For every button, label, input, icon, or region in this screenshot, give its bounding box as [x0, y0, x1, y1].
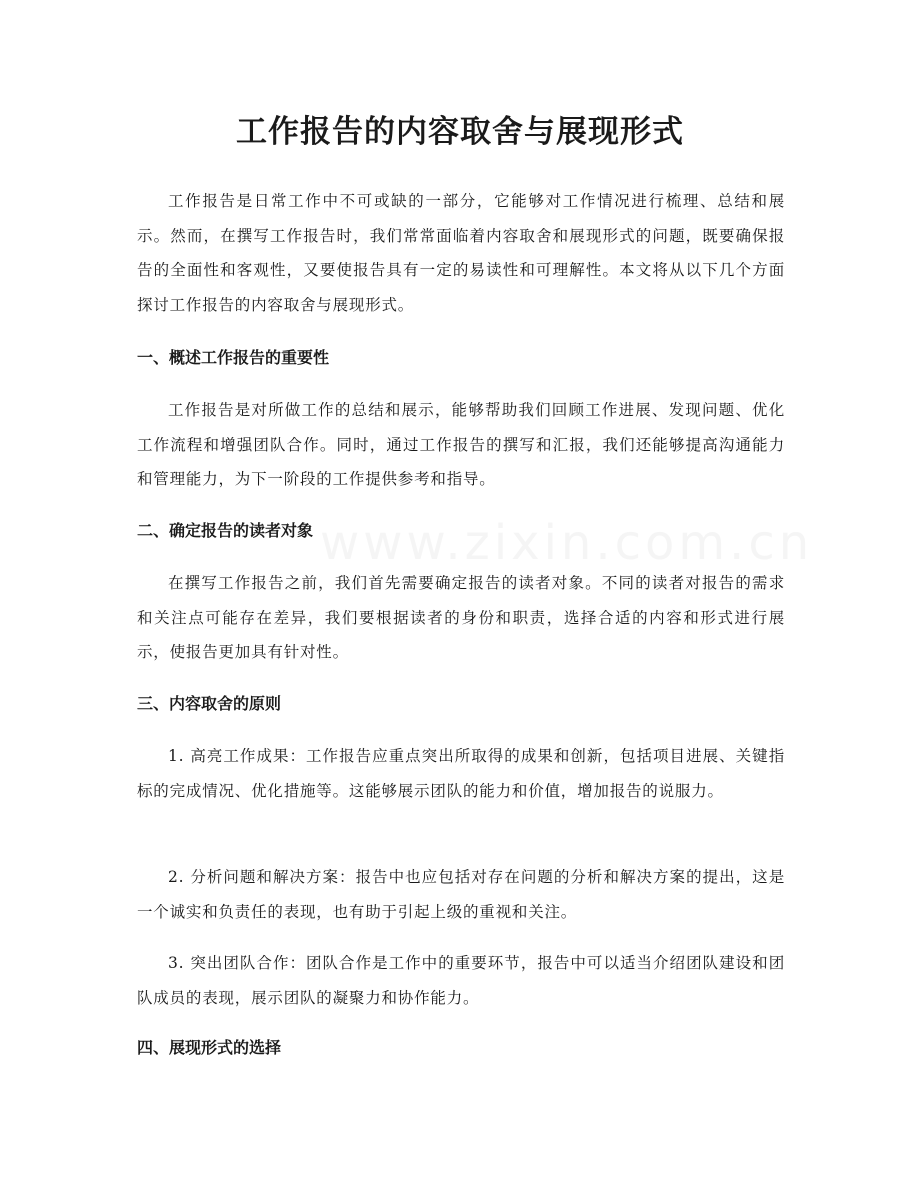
section-4-heading: 四、展现形式的选择: [137, 1038, 282, 1057]
document-title: 工作报告的内容取舍与展现形式: [236, 114, 684, 150]
section-2-heading: 二、确定报告的读者对象: [137, 521, 314, 540]
section-3-item-1: 1. 高亮工作成果：工作报告应重点突出所取得的成果和创新，包括项目进展、关键指标的完成情况、优化措施等。这能够展示团队的能力和价值，增加报告的说服力。: [137, 747, 785, 800]
watermark: www.zixin.com.cn: [320, 515, 814, 571]
section-1-paragraph: 工作报告是对所做工作的总结和展示，能够帮助我们回顾工作进展、发现问题、优化工作流程和增强团队合作。同时，通过工作报告的撰写和汇报，我们还能够提高沟通能力和管理能力，为下一阶段的工作提供参考和指导。: [137, 401, 785, 488]
section-3-heading: 三、内容取舍的原则: [137, 694, 282, 713]
section-2-paragraph: 在撰写工作报告之前，我们首先需要确定报告的读者对象。不同的读者对报告的需求和关注点可能存在差异，我们要根据读者的身份和职责，选择合适的内容和形式进行展示，使报告更加具有针对性。: [137, 574, 785, 661]
section-3-item-3: 3. 突出团队合作：团队合作是工作中的重要环节，报告中可以适当介绍团队建设和团队成员的表现，展示团队的凝聚力和协作能力。: [137, 954, 785, 1007]
section-3-item-2: 2. 分析问题和解决方案：报告中也应包括对存在问题的分析和解决方案的提出，这是一个诚实和负责任的表现，也有助于引起上级的重视和关注。: [137, 868, 785, 921]
section-1-heading: 一、概述工作报告的重要性: [137, 348, 330, 367]
intro-paragraph: 工作报告是日常工作中不可或缺的一部分，它能够对工作情况进行梳理、总结和展示。然而，在撰写工作报告时，我们常常面临着内容取舍和展现形式的问题，既要确保报告的全面性和客观性，又要使报告具有一定的易读性和可理解性。本文将从以下几个方面探讨工作报告的内容取舍与展现形式。: [137, 192, 785, 314]
